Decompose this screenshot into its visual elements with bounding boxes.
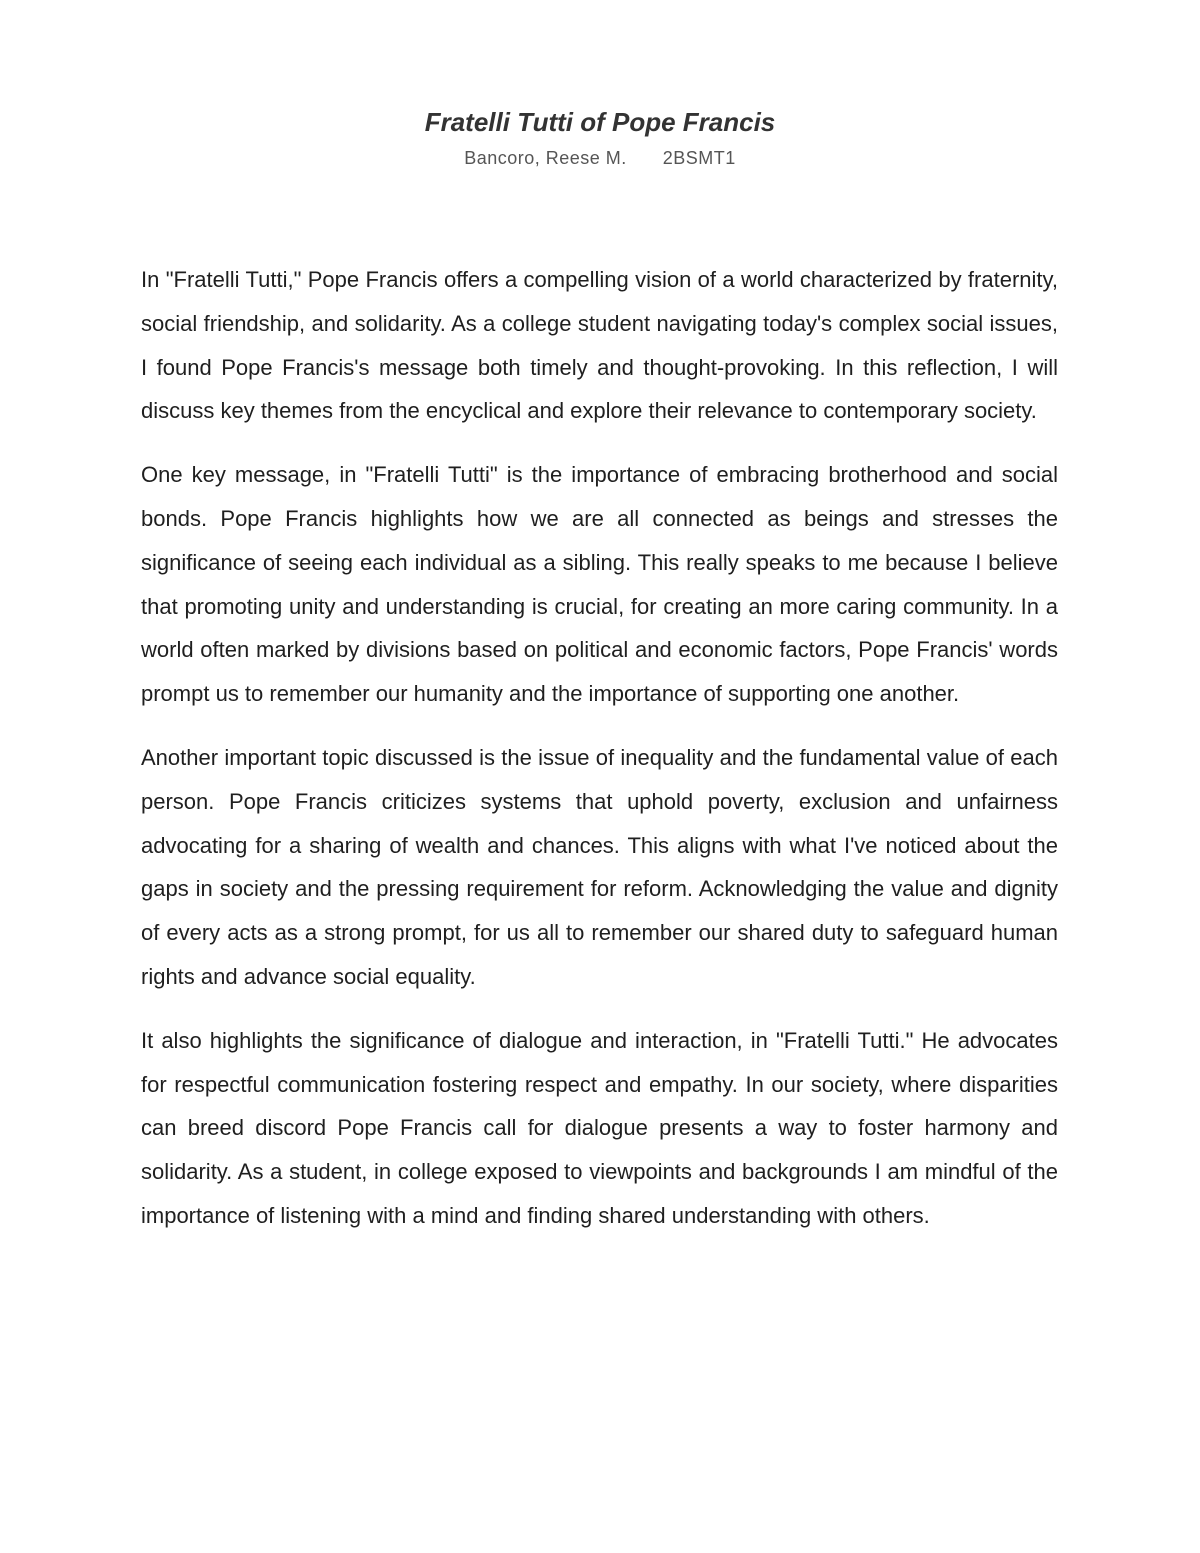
- paragraph-3: Another important topic discussed is the issue of inequality and the fundamental value of each person. Pope Francis criticizes systems that uphold poverty, exclusion and unfairness advocating for a sharing of wealth and chances. This aligns with what I've noticed about the gaps in society and the pressing requirement for reform. Acknowledging the value and dignity of every acts as a strong prompt, for us all to remember our shared duty to safeguard human rights and advance social equality.: [141, 744, 1058, 989]
- byline: [0, 146, 1200, 170]
- author-name: Bancoro, Reese M.: [464, 148, 627, 168]
- document-title: Fratelli Tutti of Pope Francis: [424, 107, 776, 137]
- paragraph-1: In "Fratelli Tutti," Pope Francis offers a compelling vision of a world characterized by fraternity, social friendship, and solidarity. As a college student navigating today's complex social issues, I found Pope Francis's message both timely and thought-provoking. In this reflection, I will discuss key themes from the encyclical and explore their relevance to contemporary society.: [141, 267, 1058, 424]
- paragraph-2: One key message, in "Fratelli Tutti" is the importance of embracing brotherhood and social bonds. Pope Francis highlights how we are all connected as beings and stresses the significance of seeing each individual as a sibling. This really speaks to me because I believe that promoting unity and understanding is crucial, for creating an more caring community. In a world often marked by divisions based on political and economic factors, Pope Francis' words prompt us to remember our humanity and the importance of supporting one another.: [141, 462, 1058, 707]
- section-code: 2BSMT1: [662, 148, 736, 168]
- document-body: [141, 258, 1058, 1258]
- paragraph-4: It also highlights the significance of dialogue and interaction, in "Fratelli Tutti." He advocates for respectful communication fostering respect and empathy. In our society, where disparities can breed discord Pope Francis call for dialogue presents a way to foster harmony and solidarity. As a student, in college exposed to viewpoints and backgrounds I am mindful of the importance of listening with a mind and finding shared understanding with others.: [141, 1027, 1058, 1228]
